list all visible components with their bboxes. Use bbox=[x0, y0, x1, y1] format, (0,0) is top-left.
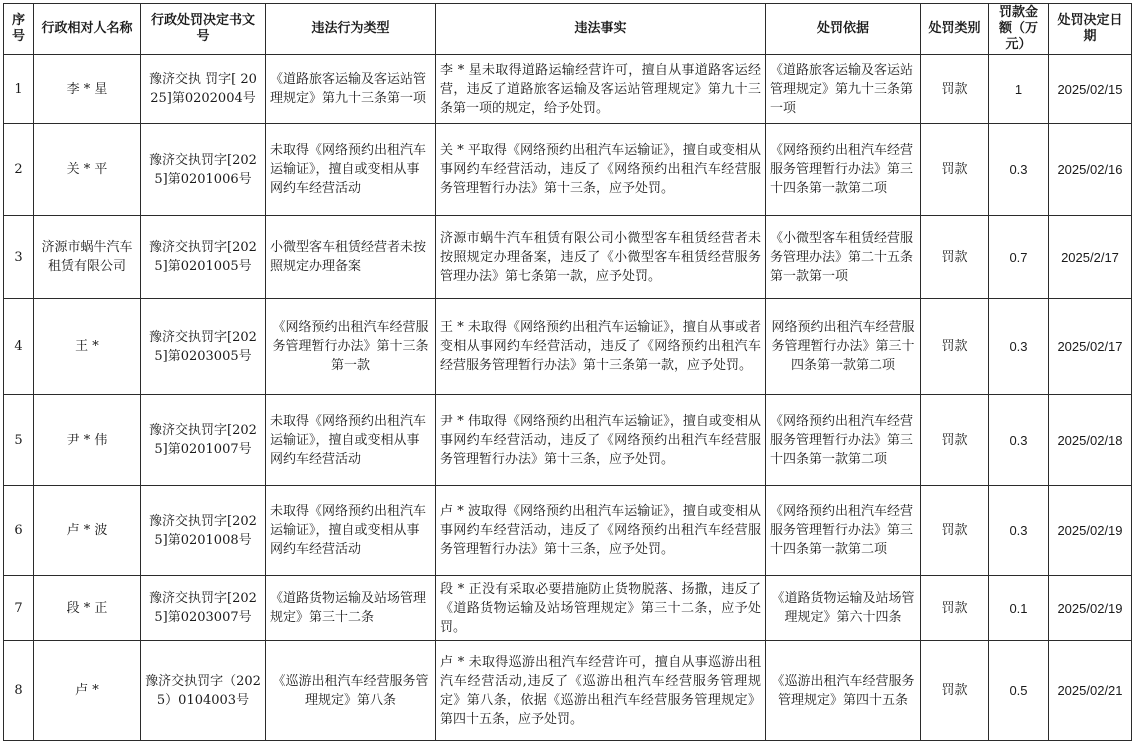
cell-type: 小微型客车租赁经营者未按照规定办理备案 bbox=[266, 215, 436, 298]
cell-doc-no: 豫济交执罚字[2025]第0201008号 bbox=[141, 486, 266, 576]
cell-facts: 关 * 平取得《网络预约出租汽车运输证》，擅自或变相从事网约车经营活动，违反了《网络预约出租汽车经营服务管理暂行办法》第十三条，应予处罚。 bbox=[436, 124, 766, 216]
cell-doc-no: 豫济交执罚字[2025]第0201007号 bbox=[141, 394, 266, 486]
header-seq: 序号 bbox=[4, 4, 34, 55]
cell-seq: 6 bbox=[4, 486, 34, 576]
cell-party: 王 * bbox=[34, 299, 141, 395]
cell-category: 罚款 bbox=[921, 299, 989, 395]
header-amount: 罚款金额（万元） bbox=[989, 4, 1049, 55]
cell-basis: 《小微型客车租赁经营服务管理办法》第二十五条第一款第一项 bbox=[766, 215, 921, 298]
cell-seq: 7 bbox=[4, 576, 34, 641]
cell-facts: 段 * 正没有采取必要措施防止货物脱落、扬撒，违反了《道路货物运输及站场管理规定》第三十二条，应予处罚。 bbox=[436, 576, 766, 641]
cell-facts: 李 * 星未取得道路运输经营许可，擅自从事道路客运经营，违反了道路旅客运输及客运站管理规定》第九十三条第一项的规定，给予处罚。 bbox=[436, 55, 766, 124]
cell-basis: 《网络预约出租汽车经营服务管理暂行办法》第三十四条第一款第二项 bbox=[766, 394, 921, 486]
cell-facts: 济源市蜗牛汽车租赁有限公司小微型客车租赁经营者未按照规定办理备案，违反了《小微型客车租赁经营服务管理办法》第七条第一款，应予处罚。 bbox=[436, 215, 766, 298]
table-row bbox=[4, 299, 1132, 395]
cell-amount: 0.5 bbox=[989, 641, 1049, 741]
header-category: 处罚类别 bbox=[921, 4, 989, 55]
cell-party: 尹 * 伟 bbox=[34, 394, 141, 486]
cell-facts: 卢 * 波取得《网络预约出租汽车运输证》，擅自或变相从事网约车经营活动，违反了《网络预约出租汽车经营服务管理暂行办法》第十三条，应予处罚。 bbox=[436, 486, 766, 576]
cell-type: 《巡游出租汽车经营服务管理规定》第八条 bbox=[266, 641, 436, 741]
table-row bbox=[4, 215, 1132, 298]
cell-doc-no: 豫济交执罚字[2025]第0201006号 bbox=[141, 124, 266, 216]
cell-seq: 5 bbox=[4, 394, 34, 486]
cell-date: 2025/02/19 bbox=[1049, 576, 1132, 641]
cell-type: 《道路旅客运输及客运站管理规定》第九十三条第一项 bbox=[266, 55, 436, 124]
cell-facts: 卢 * 未取得巡游出租汽车经营许可，擅自从事巡游出租汽车经营活动,违反了《巡游出租汽车经营服务管理规定》第八条，依据《巡游出租汽车经营服务管理规定》第四十五条，应予处罚。 bbox=[436, 641, 766, 741]
cell-type: 《网络预约出租汽车经营服务管理暂行办法》第十三条第一款 bbox=[266, 299, 436, 395]
cell-date: 2025/02/18 bbox=[1049, 394, 1132, 486]
cell-date: 2025/02/21 bbox=[1049, 641, 1132, 741]
cell-party: 段 * 正 bbox=[34, 576, 141, 641]
cell-basis: 《巡游出租汽车经营服务管理规定》第四十五条 bbox=[766, 641, 921, 741]
cell-basis: 网络预约出租汽车经营服务管理暂行办法》第三十四条第一款第二项 bbox=[766, 299, 921, 395]
cell-doc-no: 豫济交执 罚字[ 2025]第0202004号 bbox=[141, 55, 266, 124]
table-row bbox=[4, 486, 1132, 576]
cell-type: 《道路货物运输及站场管理规定》第三十二条 bbox=[266, 576, 436, 641]
cell-category: 罚款 bbox=[921, 394, 989, 486]
cell-category: 罚款 bbox=[921, 576, 989, 641]
cell-type: 未取得《网络预约出租汽车运输证》，擅自或变相从事网约车经营活动 bbox=[266, 124, 436, 216]
cell-seq: 1 bbox=[4, 55, 34, 124]
header-party: 行政相对人名称 bbox=[34, 4, 141, 55]
cell-basis: 《网络预约出租汽车经营服务管理暂行办法》第三十四条第一款第二项 bbox=[766, 486, 921, 576]
cell-amount: 1 bbox=[989, 55, 1049, 124]
cell-party: 李 * 星 bbox=[34, 55, 141, 124]
cell-date: 2025/02/15 bbox=[1049, 55, 1132, 124]
penalty-table bbox=[3, 3, 1132, 741]
cell-facts: 尹 * 伟取得《网络预约出租汽车运输证》，擅自或变相从事网约车经营活动，违反了《网络预约出租汽车经营服务管理暂行办法》第十三条，应予处罚。 bbox=[436, 394, 766, 486]
header-row bbox=[4, 4, 1132, 55]
cell-date: 2025/02/16 bbox=[1049, 124, 1132, 216]
cell-category: 罚款 bbox=[921, 124, 989, 216]
cell-category: 罚款 bbox=[921, 215, 989, 298]
cell-basis: 《道路旅客运输及客运站管理规定》第九十三条第一项 bbox=[766, 55, 921, 124]
cell-basis: 《网络预约出租汽车经营服务管理暂行办法》第三十四条第一款第二项 bbox=[766, 124, 921, 216]
cell-amount: 0.3 bbox=[989, 394, 1049, 486]
cell-party: 卢 * bbox=[34, 641, 141, 741]
header-facts: 违法事实 bbox=[436, 4, 766, 55]
table-row bbox=[4, 576, 1132, 641]
cell-type: 未取得《网络预约出租汽车运输证》，擅自或变相从事网约车经营活动 bbox=[266, 486, 436, 576]
cell-doc-no: 豫济交执罚字[2025]第0201005号 bbox=[141, 215, 266, 298]
cell-seq: 3 bbox=[4, 215, 34, 298]
cell-basis: 《道路货物运输及站场管理规定》第六十四条 bbox=[766, 576, 921, 641]
cell-date: 2025/02/17 bbox=[1049, 299, 1132, 395]
table-row bbox=[4, 394, 1132, 486]
cell-doc-no: 豫济交执罚字（2025）0104003号 bbox=[141, 641, 266, 741]
cell-party: 关 * 平 bbox=[34, 124, 141, 216]
header-type: 违法行为类型 bbox=[266, 4, 436, 55]
cell-party: 卢 * 波 bbox=[34, 486, 141, 576]
cell-facts: 王 * 未取得《网络预约出租汽车运输证》，擅自从事或者变相从事网约车经营活动，违反了《网络预约出租汽车经营服务管理暂行办法》第十三条第一款，应予处罚。 bbox=[436, 299, 766, 395]
cell-date: 2025/02/19 bbox=[1049, 486, 1132, 576]
table-row bbox=[4, 641, 1132, 741]
table-row bbox=[4, 55, 1132, 124]
cell-party: 济源市蜗牛汽车租赁有限公司 bbox=[34, 215, 141, 298]
cell-amount: 0.3 bbox=[989, 124, 1049, 216]
cell-amount: 0.3 bbox=[989, 299, 1049, 395]
cell-seq: 4 bbox=[4, 299, 34, 395]
cell-category: 罚款 bbox=[921, 486, 989, 576]
cell-seq: 8 bbox=[4, 641, 34, 741]
cell-doc-no: 豫济交执罚字[2025]第0203005号 bbox=[141, 299, 266, 395]
cell-amount: 0.1 bbox=[989, 576, 1049, 641]
header-date: 处罚决定日期 bbox=[1049, 4, 1132, 55]
cell-category: 罚款 bbox=[921, 55, 989, 124]
cell-doc-no: 豫济交执罚字[2025]第0203007号 bbox=[141, 576, 266, 641]
cell-type: 未取得《网络预约出租汽车运输证》，擅自或变相从事网约车经营活动 bbox=[266, 394, 436, 486]
cell-category: 罚款 bbox=[921, 641, 989, 741]
cell-amount: 0.3 bbox=[989, 486, 1049, 576]
cell-amount: 0.7 bbox=[989, 215, 1049, 298]
table-row bbox=[4, 124, 1132, 216]
cell-date: 2025/2/17 bbox=[1049, 215, 1132, 298]
header-doc-no: 行政处罚决定书文号 bbox=[141, 4, 266, 55]
cell-seq: 2 bbox=[4, 124, 34, 216]
header-basis: 处罚依据 bbox=[766, 4, 921, 55]
